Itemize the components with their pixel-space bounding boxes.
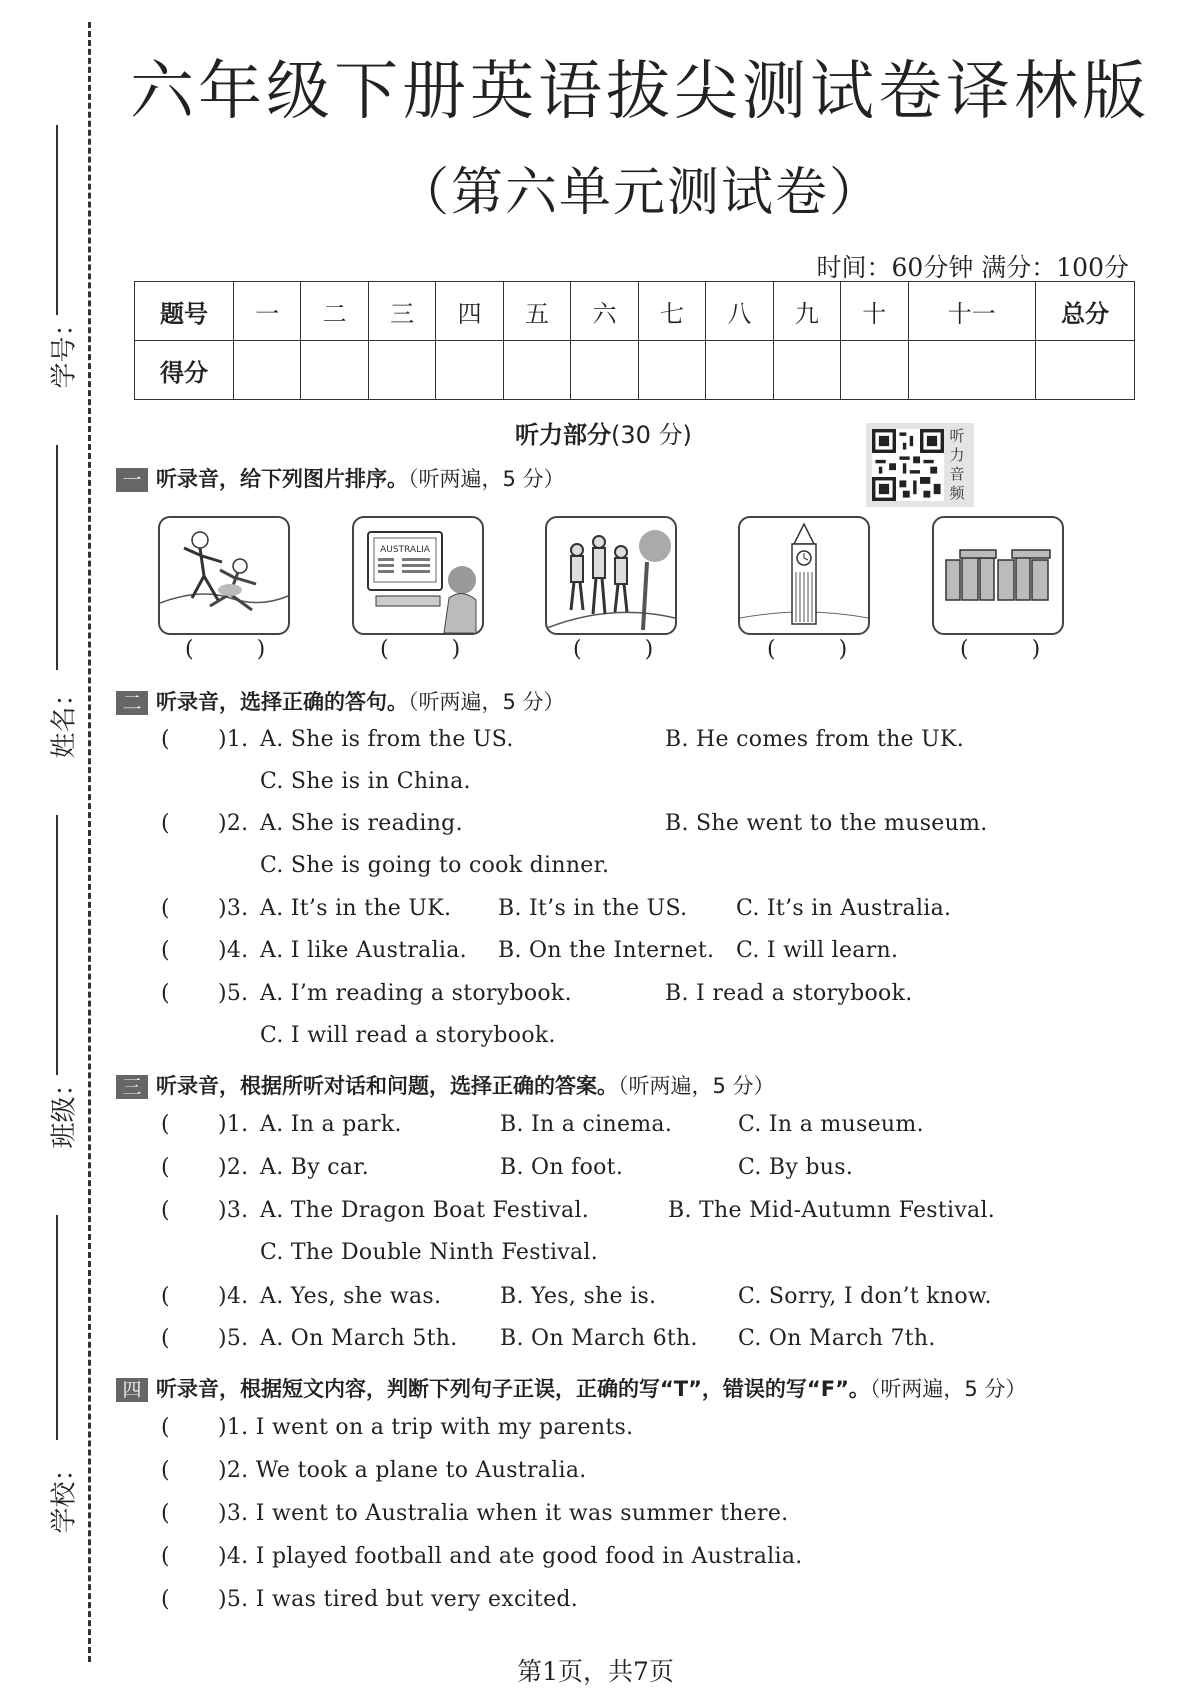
score-cell: 一 <box>234 282 301 341</box>
part1-instruction: 听录音，给下列图片排序。 <box>156 467 408 491</box>
listening-points: (30 分) <box>611 421 692 449</box>
statement: )1. I went on a trip with my parents. <box>218 1415 634 1440</box>
option-b: B. I read a storybook. <box>665 981 913 1006</box>
score-table-score-row <box>135 341 1135 400</box>
option-a: A. I like Australia. <box>260 938 467 963</box>
page-footer: 第1页，共7页 <box>517 1657 674 1686</box>
part3-instruction: 听录音，根据所听对话和问题，选择正确的答案。 <box>156 1074 618 1098</box>
score-row-label: 得分 <box>135 341 234 400</box>
school-label: 学校： <box>49 1455 80 1534</box>
part4-instruction: 听录音，根据短文内容，判断下列句子正误，正确的写“T”，错误的写“F”。 <box>156 1377 870 1401</box>
question-number: )4. <box>218 1284 249 1309</box>
option-b: B. On the Internet. <box>498 938 715 963</box>
part1-answer-5[interactable]: ( ) <box>960 637 1069 662</box>
option-c: C. In a museum. <box>738 1112 924 1137</box>
part3-heading <box>116 1070 775 1100</box>
option-a: A. By car. <box>260 1155 369 1180</box>
option-c: C. The Double Ninth Festival. <box>260 1240 599 1265</box>
part2-instruction: 听录音，选择正确的答句。 <box>156 690 408 714</box>
answer-bracket[interactable]: ( <box>161 1112 170 1137</box>
score-blank-cell[interactable] <box>301 341 368 400</box>
part1-heading <box>116 463 565 493</box>
question-number: )3. <box>218 1198 249 1223</box>
name-blank-line <box>56 445 58 670</box>
school-blank-line <box>56 1215 58 1440</box>
option-a: A. She is reading. <box>260 811 463 836</box>
part4-number: 四 <box>116 1378 148 1402</box>
score-blank-cell[interactable] <box>638 341 705 400</box>
score-cell: 二 <box>301 282 368 341</box>
score-blank-cell[interactable] <box>773 341 840 400</box>
score-blank-cell[interactable] <box>571 341 638 400</box>
option-c: C. On March 7th. <box>738 1326 936 1351</box>
score-cell: 总分 <box>1036 282 1135 341</box>
class-blank-line <box>56 815 58 1075</box>
score-cell: 五 <box>503 282 570 341</box>
statement: )3. I went to Australia when it was summer there. <box>218 1501 789 1526</box>
statement: )4. I played football and ate good food in Australia. <box>218 1544 803 1569</box>
answer-bracket[interactable]: ( <box>161 1544 170 1569</box>
part2-number: 二 <box>116 691 148 715</box>
part1-answer-1[interactable]: ( ) <box>185 637 294 662</box>
binding-dashed-line <box>88 22 91 1662</box>
answer-bracket[interactable]: ( <box>161 727 170 752</box>
part4-heading <box>116 1373 1026 1403</box>
question-number: )2. <box>218 811 249 836</box>
answer-bracket[interactable]: ( <box>161 938 170 963</box>
question-number: )2. <box>218 1155 249 1180</box>
student-id-blank-line <box>56 125 58 315</box>
score-cell: 四 <box>436 282 503 341</box>
option-b: B. On foot. <box>500 1155 624 1180</box>
stonehenge-icon <box>934 518 1062 633</box>
option-a: A. In a park. <box>260 1112 402 1137</box>
qr-label: 听力音频 <box>949 427 965 502</box>
question-number: )3. <box>218 896 249 921</box>
class-label: 班级： <box>49 1070 80 1149</box>
score-blank-cell[interactable] <box>368 341 435 400</box>
answer-bracket[interactable]: ( <box>161 1198 170 1223</box>
option-a: A. On March 5th. <box>260 1326 458 1351</box>
part1-note: （听两遍，5 分） <box>408 467 565 491</box>
qr-code-icon <box>872 429 944 501</box>
score-cell: 六 <box>571 282 638 341</box>
big-ben-icon <box>740 518 868 633</box>
part1-answer-4[interactable]: ( ) <box>767 637 876 662</box>
question-number: )5. <box>218 981 249 1006</box>
part1-picture-1 <box>158 516 290 635</box>
answer-bracket[interactable]: ( <box>161 981 170 1006</box>
answer-bracket[interactable]: ( <box>161 1415 170 1440</box>
statement: )5. I was tired but very excited. <box>218 1587 579 1612</box>
part2-heading <box>116 686 565 716</box>
option-b: B. It’s in the US. <box>498 896 688 921</box>
question-number: )5. <box>218 1326 249 1351</box>
score-blank-cell[interactable] <box>841 341 908 400</box>
option-a: A. She is from the US. <box>260 727 514 752</box>
option-a: A. I’m reading a storybook. <box>260 981 572 1006</box>
question-number: )1. <box>218 727 249 752</box>
part3-note: （听两遍，5 分） <box>618 1074 775 1098</box>
computer-australia-icon <box>354 518 482 633</box>
listening-audio-qr[interactable] <box>866 423 974 507</box>
option-b: B. In a cinema. <box>500 1112 673 1137</box>
part2-note: （听两遍，5 分） <box>408 690 565 714</box>
score-cell: 八 <box>706 282 773 341</box>
option-c: C. I will learn. <box>736 938 899 963</box>
listening-title-text: 听力部分 <box>515 421 611 449</box>
part1-answer-2[interactable]: ( ) <box>380 637 489 662</box>
part3-number: 三 <box>116 1075 148 1099</box>
option-a: A. The Dragon Boat Festival. <box>260 1198 590 1223</box>
option-a: A. Yes, she was. <box>260 1284 442 1309</box>
answer-bracket[interactable]: ( <box>161 1587 170 1612</box>
score-table <box>134 281 1135 400</box>
part1-picture-3 <box>545 516 677 635</box>
score-cell: 三 <box>368 282 435 341</box>
part1-picture-4 <box>738 516 870 635</box>
option-b: B. On March 6th. <box>500 1326 698 1351</box>
score-blank-cell[interactable] <box>436 341 503 400</box>
name-label: 姓名： <box>49 680 80 759</box>
part4-note: （听两遍，5 分） <box>869 1377 1027 1401</box>
student-id-label: 学号： <box>49 310 80 389</box>
answer-bracket[interactable]: ( <box>161 1155 170 1180</box>
listening-section-title <box>515 415 692 450</box>
score-cell: 十 <box>841 282 908 341</box>
option-c: C. By bus. <box>738 1155 854 1180</box>
option-b: B. Yes, she is. <box>500 1284 657 1309</box>
answer-bracket[interactable]: ( <box>161 1458 170 1483</box>
score-blank-cell[interactable] <box>503 341 570 400</box>
option-c: C. I will read a storybook. <box>260 1023 556 1048</box>
option-b: B. He comes from the UK. <box>665 727 965 752</box>
time-info: 时间：60分钟 满分：100分 <box>816 253 1129 282</box>
score-table-header-row <box>135 282 1135 341</box>
option-b: B. She went to the museum. <box>665 811 988 836</box>
score-cell: 十一 <box>908 282 1035 341</box>
option-c: C. Sorry, I don’t know. <box>738 1284 992 1309</box>
score-cell: 题号 <box>135 282 234 341</box>
hiking-family-icon <box>547 518 675 633</box>
score-cell: 七 <box>638 282 705 341</box>
option-c: C. She is in China. <box>260 769 471 794</box>
question-number: )4. <box>218 938 249 963</box>
score-blank-cell[interactable] <box>706 341 773 400</box>
answer-bracket[interactable]: ( <box>161 1284 170 1309</box>
part1-answer-3[interactable]: ( ) <box>573 637 682 662</box>
part1-number: 一 <box>116 468 148 492</box>
answer-bracket[interactable]: ( <box>161 1501 170 1526</box>
score-cell: 九 <box>773 282 840 341</box>
statement: )2. We took a plane to Australia. <box>218 1458 587 1483</box>
option-c: C. It’s in Australia. <box>736 896 952 921</box>
part1-picture-5 <box>932 516 1064 635</box>
part1-picture-2 <box>352 516 484 635</box>
question-number: )1. <box>218 1112 249 1137</box>
answer-bracket[interactable]: ( <box>161 1326 170 1351</box>
score-blank-cell[interactable] <box>234 341 301 400</box>
score-blank-cell[interactable] <box>1036 341 1135 400</box>
answer-bracket[interactable]: ( <box>161 896 170 921</box>
page-subtitle: （第六单元测试卷） <box>396 163 883 223</box>
score-blank-cell[interactable] <box>908 341 1035 400</box>
page-title: 六年级下册英语拔尖测试卷译林版 <box>130 55 1150 129</box>
option-b: B. The Mid-Autumn Festival. <box>668 1198 996 1223</box>
option-a: A. It’s in the UK. <box>260 896 452 921</box>
screen-text: AUSTRALIA <box>380 545 430 555</box>
option-c: C. She is going to cook dinner. <box>260 853 610 878</box>
answer-bracket[interactable]: ( <box>161 811 170 836</box>
children-playing-icon <box>160 518 288 633</box>
